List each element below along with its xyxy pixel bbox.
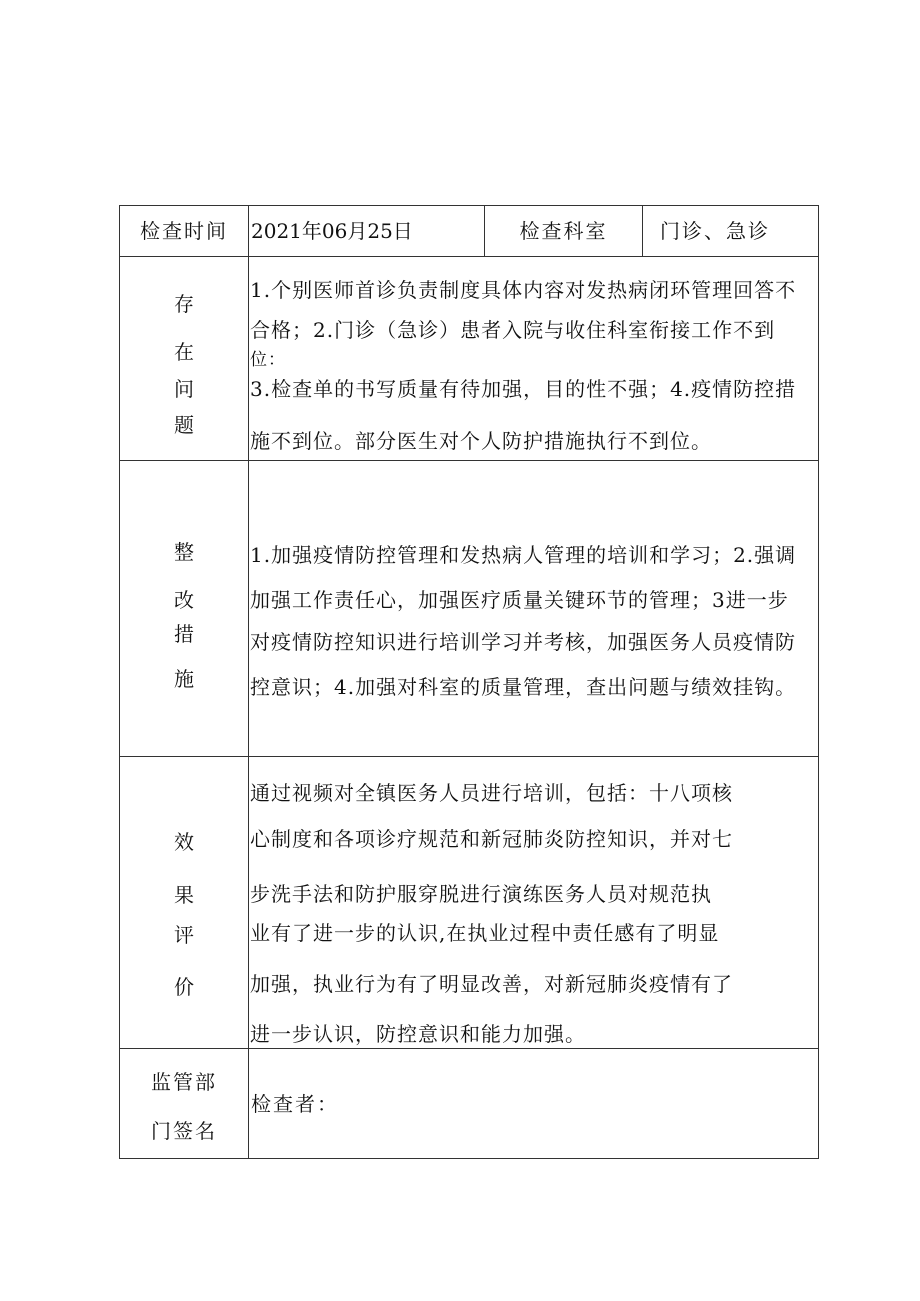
- measures-label-char: 整: [174, 540, 194, 564]
- issues-text-line: 施不到位。部分医生对个人防护措施执行不到位。: [250, 429, 712, 453]
- evaluation-text-line: 加强，执业行为有了明显改善，对新冠肺炎疫情有了: [250, 972, 733, 996]
- row-divider: [120, 1048, 818, 1049]
- evaluation-label-char: 效: [174, 830, 194, 854]
- row-divider: [120, 756, 818, 757]
- issues-label-char: 问: [174, 377, 194, 401]
- row-divider: [120, 256, 818, 257]
- evaluation-text-line: 进一步认识，防控意识和能力加强。: [250, 1022, 586, 1046]
- evaluation-label-char: 价: [174, 975, 194, 999]
- inspector-signature-area[interactable]: [360, 1086, 800, 1126]
- evaluation-text-line: 心制度和各项诊疗规范和新冠肺炎防控知识，并对七: [250, 827, 733, 851]
- measures-label-char: 改: [174, 588, 194, 612]
- measures-text-line: 加强工作责任心，加强医疗质量关键环节的管理；3进一步: [250, 588, 789, 612]
- evaluation-label-char: 果: [174, 883, 194, 907]
- evaluation-text-line: 步洗手法和防护服穿脱进行演练医务人员对规范执: [250, 882, 712, 906]
- check-date-label: 检查时间: [140, 219, 228, 243]
- issues-text-line: 1.个别医师首诊负责制度具体内容对发热病闭环管理回答不: [250, 278, 797, 302]
- column-divider: [642, 206, 643, 256]
- evaluation-text-line: 业有了进一步的认识,在执业过程中责任感有了明显: [250, 921, 720, 945]
- issues-label-char: 题: [174, 413, 194, 437]
- measures-text-line: 对疫情防控知识进行培训学习并考核，加强医务人员疫情防: [250, 630, 796, 654]
- issues-text-line: 3.检查单的书写质量有待加强，目的性不强；4.疫情防控措: [250, 377, 797, 401]
- issues-text-line: 合格；2.门诊（急诊）患者入院与收住科室衔接工作不到: [250, 318, 776, 342]
- issues-label-char: 存: [174, 292, 194, 316]
- evaluation-text-line: 通过视频对全镇医务人员进行培训，包括：十八项核: [250, 781, 733, 805]
- measures-label-char: 措: [174, 622, 194, 646]
- measures-label-char: 施: [174, 667, 194, 691]
- evaluation-label-char: 评: [174, 923, 194, 947]
- row-divider: [120, 460, 818, 461]
- check-date-value: 2021年06月25日: [251, 219, 413, 243]
- measures-text-line: 控意识；4.加强对科室的质量管理，查出问题与绩效挂钩。: [250, 675, 797, 699]
- inspection-form-table: [119, 205, 819, 1159]
- inspector-label: 检查者：: [251, 1092, 339, 1116]
- supervisor-label: 门签名: [151, 1119, 217, 1143]
- column-divider: [248, 206, 249, 1158]
- check-dept-label: 检查科室: [519, 219, 608, 243]
- supervisor-label: 监管部: [151, 1070, 217, 1094]
- issues-label-char: 在: [174, 340, 194, 364]
- check-dept-value: 门诊、急诊: [660, 219, 770, 243]
- issues-text-line: 位：: [250, 350, 286, 370]
- measures-text-line: 1.加强疫情防控管理和发热病人管理的培训和学习；2.强调: [250, 543, 797, 567]
